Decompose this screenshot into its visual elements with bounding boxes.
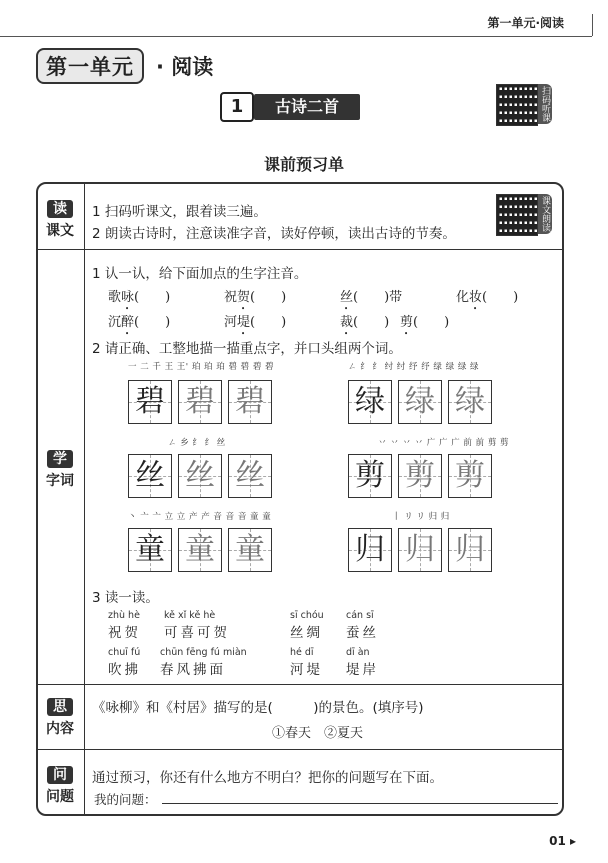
stroke-order: 丷 丷 丷 丷 广 广 广 前 前 剪 剪 — [378, 438, 510, 448]
row-label-learn — [36, 448, 84, 490]
label-word: 问题 — [46, 789, 74, 805]
qr-code-icon[interactable] — [496, 84, 538, 126]
running-header: 第一单元·阅读 — [487, 16, 564, 30]
char-cell: 丝 — [178, 454, 222, 498]
label-word: 课文 — [46, 223, 74, 239]
label-word: 内容 — [46, 721, 74, 737]
read-word: sī chóu 丝绸 — [290, 610, 324, 641]
char-trace-group — [128, 360, 274, 424]
label-tag: 学 — [47, 450, 73, 468]
char-cell: 绿 — [348, 380, 392, 424]
char-cell: 剪 — [448, 454, 492, 498]
header-rule — [0, 36, 592, 37]
read-item-2: 2 朗读古诗时，注意读准字音，读好停顿，读出古诗的节奏。 — [92, 226, 456, 242]
char-cell: 丝 — [228, 454, 272, 498]
stroke-order: ㄥ 乡 纟 纟 丝 — [168, 438, 226, 448]
qr-code-icon[interactable] — [496, 194, 538, 236]
read-word: cán sī 蚕丝 — [346, 610, 379, 641]
stroke-order: 丶 亠 亠 立 立 产 产 音 音 音 童 童 — [128, 512, 272, 522]
char-cell: 绿 — [398, 380, 442, 424]
read-word: kě xǐ kě hè 可喜可贺 — [164, 610, 230, 641]
read-word: zhù hè 祝贺 — [108, 610, 141, 641]
page-number: 01 ▸ — [549, 834, 576, 848]
char-cell: 丝 — [128, 454, 172, 498]
char-cell: 童 — [228, 528, 272, 572]
char-cell: 童 — [178, 528, 222, 572]
word-item: 河堤( ) — [224, 315, 287, 330]
word-item: 歌咏( ) — [108, 290, 171, 305]
char-cell: 碧 — [228, 380, 272, 424]
char-cell: 归 — [398, 528, 442, 572]
qr-tag-recite: 课文朗读 — [540, 196, 550, 232]
word-item: 剪( ) — [400, 315, 450, 330]
word-item: 丝( )带 — [340, 290, 403, 305]
label-tag: 思 — [47, 698, 73, 716]
word-item: 化妆( ) — [456, 290, 519, 305]
section-title: 课前预习单 — [263, 155, 344, 174]
char-cell: 归 — [448, 528, 492, 572]
lesson-title: 古诗二首 — [254, 94, 360, 120]
char-trace-group — [348, 360, 492, 424]
header-rule-tick — [592, 14, 593, 36]
learn-q1: 1 认一认，给下面加点的生字注音。 — [92, 266, 308, 282]
qr-tag-listen: 扫码听课 — [540, 86, 550, 122]
word-item: 裁( ) — [340, 315, 390, 330]
char-trace-group — [128, 510, 272, 572]
row-divider — [36, 749, 564, 750]
row-divider — [36, 249, 564, 250]
row-label-read — [36, 198, 84, 240]
stroke-order: 丨 リ リ 归 归 — [392, 512, 450, 522]
row-label-ask — [36, 764, 84, 806]
char-trace-group — [348, 436, 509, 498]
unit-heading — [36, 48, 213, 84]
qr-listen-group[interactable] — [496, 84, 552, 126]
read-item-1: 1 扫码听课文，跟着读三遍。 — [92, 204, 267, 220]
char-cell: 归 — [348, 528, 392, 572]
stroke-order: 一 二 千 王 王' 珀 珀 珀 碧 碧 碧 碧 — [128, 362, 275, 372]
row-divider — [36, 684, 564, 685]
answer-line[interactable] — [162, 803, 558, 804]
char-cell: 碧 — [128, 380, 172, 424]
read-word: chūn fēng fú miàn 春风拂面 — [160, 647, 247, 678]
read-word: dī àn 堤岸 — [346, 647, 379, 678]
think-question[interactable]: 《咏柳》和《村居》描写的是( )的景色。(填序号) — [92, 700, 424, 716]
row-label-think — [36, 696, 84, 738]
char-trace-group — [348, 510, 492, 572]
char-cell: 剪 — [398, 454, 442, 498]
unit-subject: · 阅读 — [156, 55, 214, 79]
word-item: 祝贺( ) — [224, 290, 287, 305]
label-tag: 读 — [47, 200, 73, 218]
question-label: 我的问题： — [94, 792, 157, 807]
lesson-number: 1 — [220, 92, 254, 122]
char-cell: 剪 — [348, 454, 392, 498]
think-options: ①春天 ②夏天 — [272, 726, 364, 741]
label-word: 字词 — [46, 473, 74, 489]
unit-badge: 第一单元 — [36, 48, 144, 84]
char-trace-group — [128, 436, 272, 498]
char-cell: 碧 — [178, 380, 222, 424]
word-item: 沉醉( ) — [108, 315, 171, 330]
label-tag: 问 — [47, 766, 73, 784]
learn-q3: 3 读一读。 — [92, 590, 159, 606]
stroke-order: ㄥ 纟 纟 纣 纣 纾 纾 绿 绿 绿 绿 — [348, 362, 480, 372]
ask-prompt: 通过预习，你还有什么地方不明白？把你的问题写在下面。 — [92, 770, 443, 786]
read-word: chuī fú 吹拂 — [108, 647, 141, 678]
char-cell: 童 — [128, 528, 172, 572]
learn-q2: 2 请正确、工整地描一描重点字，并口头组两个词。 — [92, 341, 402, 357]
qr-recite-group[interactable] — [496, 194, 552, 236]
char-cell: 绿 — [448, 380, 492, 424]
label-column-divider — [84, 182, 85, 816]
read-word: hé dī 河堤 — [290, 647, 323, 678]
